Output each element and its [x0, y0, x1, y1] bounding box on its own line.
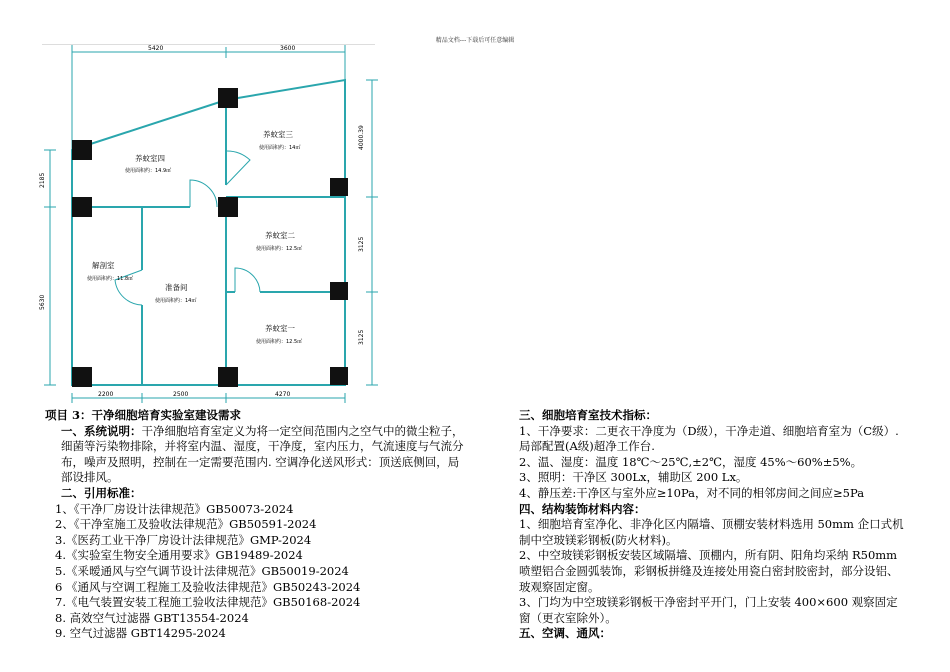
section-2-title: 二、引用标准： — [61, 485, 142, 500]
standard-item: 2、《干净室施工及验收法律规范》GB50591-2024 — [55, 517, 317, 532]
room-area: 使用面积约：12.5㎡ — [256, 339, 303, 345]
dim-right-mid: 3125 — [358, 236, 365, 252]
section-3-title: 三、细胞培育室技术指标： — [519, 408, 657, 422]
material-item: 2、中空玻镁彩钢板安装区域隔墙、顶棚内，所有阴、阳角均采纳 R50mm 喷塑铝合金圆弧装饰，彩钢板拼缝及连接处用瓷白密封胶密封，部分设铝、玻观察固定窗。 — [519, 548, 899, 594]
spec-item: 1、干净要求：二更衣干净度为（D级），干净走道、细胞培育室为（C级）. 局部配置(A级)超净工作台. — [519, 423, 899, 454]
left-column — [45, 408, 465, 642]
spec-item: 2、温、湿度：温度 18℃～25℃,±2℃，湿度 45%～60%±5%。 — [519, 454, 863, 469]
dim-left-top: 2185 — [39, 172, 46, 188]
dim-bot-mid: 2500 — [173, 391, 189, 398]
standard-item: 3.《医药工业干净厂房设计法律规范》GMP-2024 — [55, 532, 312, 547]
room-area: 使用面积约：11.8㎡ — [87, 276, 134, 282]
section-5-title: 五、空调、通风： — [519, 626, 611, 641]
room-name: 准备间 — [165, 283, 188, 292]
room-name: 解剖室 — [92, 261, 115, 270]
spec-item: 3、照明：干净区 300Lx，辅助区 200 Lx。 — [519, 470, 748, 485]
section-1-title: 一、系统说明： — [61, 423, 142, 438]
standard-item: 5.《釆暧通风与空气调节设计法律规范》GB50019-2024 — [55, 563, 349, 578]
dim-top-left: 5420 — [148, 45, 164, 52]
standard-item: 8. 高效空气过滤器 GBT13554-2024 — [55, 610, 249, 625]
standard-item: 7.《电气装置安装工程施工验收法律规范》GB50168-2024 — [55, 595, 361, 610]
standard-item: 9. 空气过滤器 GBT14295-2024 — [55, 626, 226, 641]
dim-bot-left: 2200 — [98, 391, 114, 398]
room-name: 养蚊室一 — [265, 324, 295, 333]
standard-item: 4.《实验室生物安全通用要求》GB19489-2024 — [55, 548, 303, 563]
page-header: 精品文档---下载后可任意编辑 — [435, 37, 515, 44]
room-area: 使用面积约：14.9㎡ — [125, 168, 172, 174]
material-item: 3、门均为中空玻镁彩钢板干净密封平开门，门上安装 400×600 观察固定窗（更衣室除外）。 — [519, 595, 898, 625]
room-name: 养蚊室三 — [263, 130, 293, 139]
right-column — [503, 408, 908, 642]
section-4-title: 四、结构装饰材料内容： — [519, 501, 646, 516]
dim-top-right: 3600 — [280, 45, 296, 52]
material-item: 1、细胞培育室净化、非净化区内隔墙、顶棚安装材料选用 50mm 企口式机制中空玻镁彩钢板(防火材料)。 — [519, 517, 904, 547]
dim-right-bot: 3125 — [358, 329, 365, 345]
room-name: 养蚊室四 — [135, 154, 165, 163]
room-area: 使用面积约：12.5㎡ — [256, 246, 303, 252]
standard-item: 6 《通风与空调工程施工及验收法律规范》GB50243-2024 — [55, 579, 361, 594]
spec-item: 4、静压差:干净区与室外应≥10Pa，对不同的相邻房间之间应≥5Pa — [519, 485, 865, 500]
standard-item: 1、《干净厂房设计法律规范》GB50073-2024 — [55, 501, 294, 516]
room-area: 使用面积约：14㎡ — [155, 298, 197, 304]
room-name: 养蚊室二 — [265, 231, 295, 240]
dim-bot-right: 4270 — [275, 391, 291, 398]
dim-right-top: 4000.39 — [358, 125, 365, 150]
project-title: 项目 3：干净细胞培育实验室建设需求 — [45, 408, 242, 422]
dim-left-bot: 5630 — [39, 294, 46, 310]
room-area: 使用面积约：14㎡ — [259, 145, 301, 151]
section-1-body: 干净细胞培育室定义为将一定空间范围内之空气中的微尘粒子，细菌等污染物排除，并将室内温、湿度，干净度，室内压力，气流速度与气流分布，噪声及照明，控制在一定需要范围内. 空调净化送风形式：顶送底侧回，局部设排风。 — [61, 423, 464, 485]
